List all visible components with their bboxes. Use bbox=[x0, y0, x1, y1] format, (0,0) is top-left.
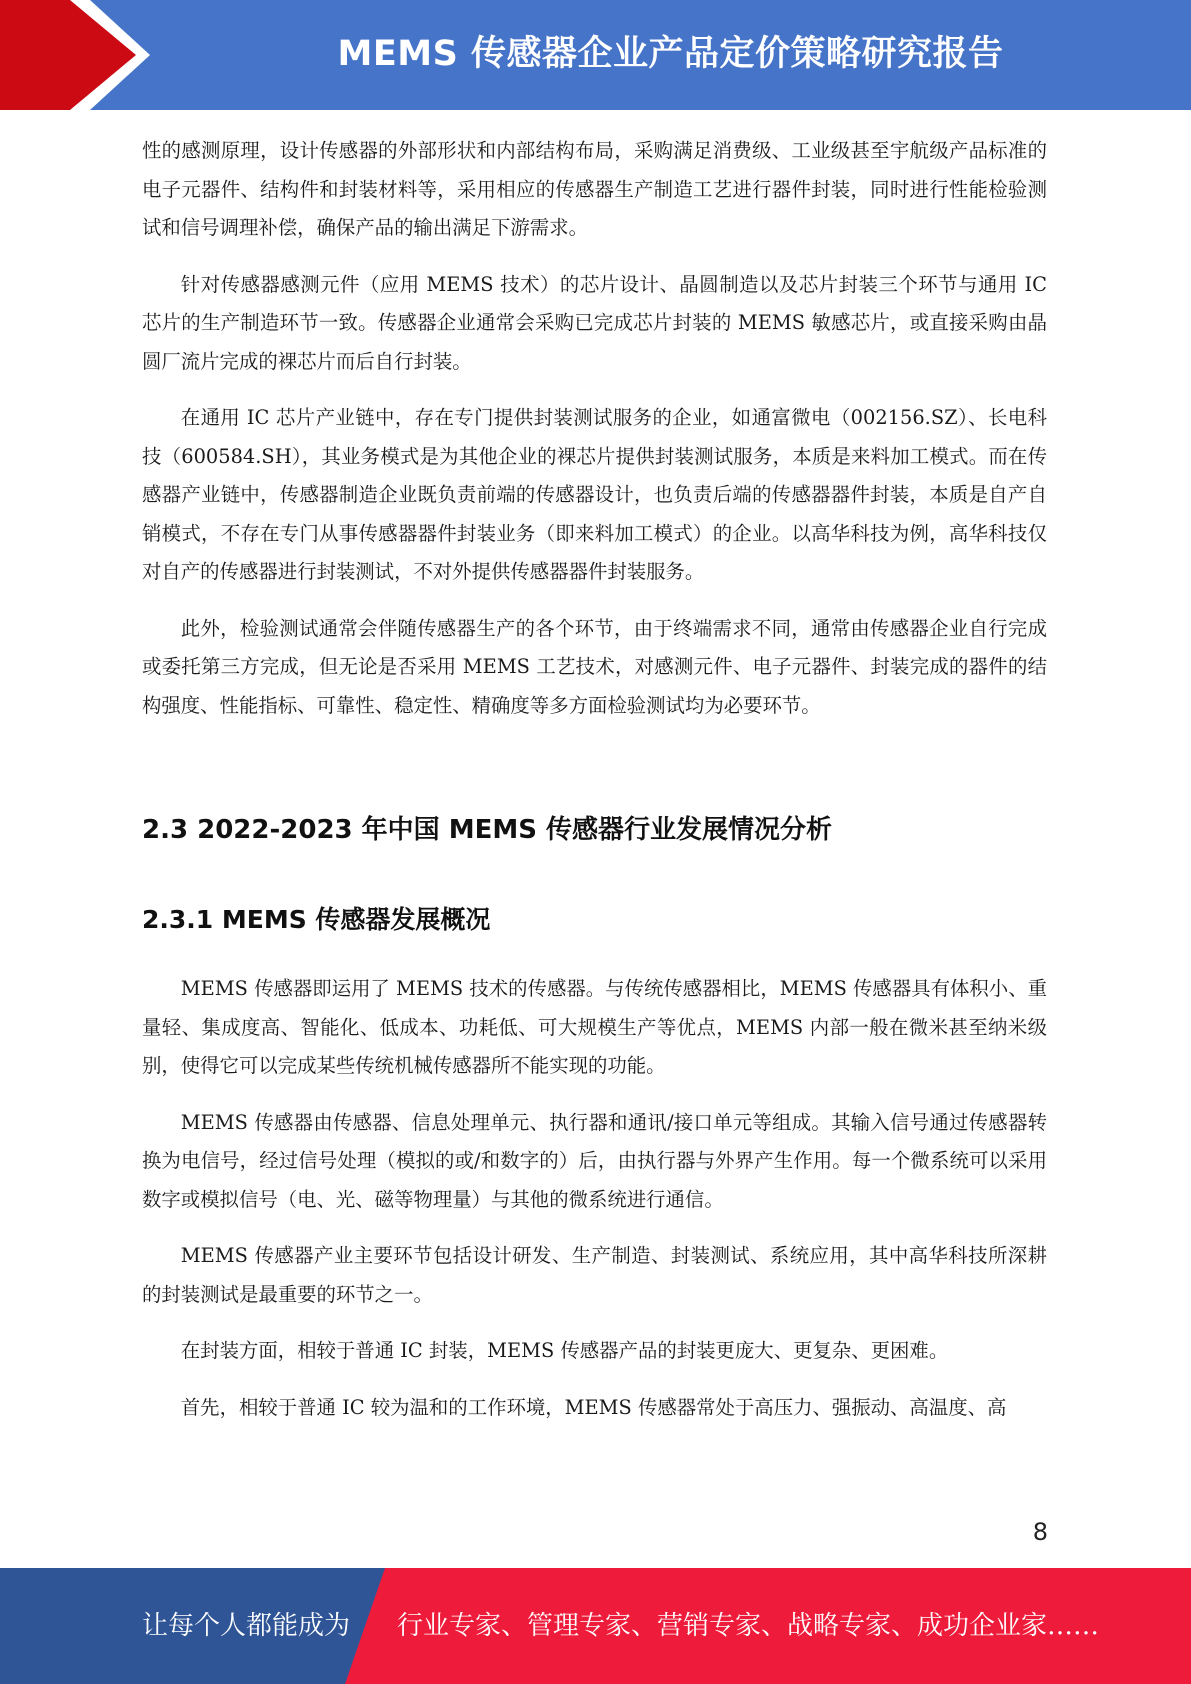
footer-slogan-left: 让每个人都能成为 bbox=[142, 1611, 351, 1641]
section-heading: 2.3 2022-2023 年中国 MEMS 传感器行业发展情况分析 bbox=[142, 815, 833, 845]
footer-banner bbox=[0, 1568, 1191, 1684]
header-chevron-arrow bbox=[0, 0, 136, 110]
header-banner bbox=[0, 0, 1191, 110]
paragraph: 此外，检验测试通常会伴随传感器生产的各个环节，由于终端需求不同，通常由传感器企业自行完成或委托第三方完成，但无论是否采用 MEMS 工艺技术，对感测元件、电子元器件、封装完成的器件的结构强度、性能指标、可靠性、稳定性、精确度等多方面检验测试均为必要环节。 bbox=[142, 616, 1047, 717]
paragraph: 在通用 IC 芯片产业链中，存在专门提供封装测试服务的企业，如通富微电（002156.SZ）、长电科技（600584.SH），其业务模式是为其他企业的裸芯片提供封装测试服务，本质是来料加工模式。而在传感器产业链中，传感器制造企业既负责前端的传感器设计，也负责后端的传感器器件封装，本质是自产自销模式，不存在专门从事传感器器件封装业务（即来料加工模式）的企业。以高华科技为例，高华科技仅对自产的传感器进行封装测试，不对外提供传感器器件封装服务。 bbox=[142, 406, 1047, 583]
subsection-heading: 2.3.1 MEMS 传感器发展概况 bbox=[142, 905, 491, 934]
report-title: MEMS 传感器企业产品定价策略研究报告 bbox=[337, 34, 1004, 74]
paragraph: 在封装方面，相较于普通 IC 封装，MEMS 传感器产品的封装更庞大、更复杂、更困难。 bbox=[180, 1339, 949, 1362]
paragraph: MEMS 传感器即运用了 MEMS 技术的传感器。与传统传感器相比，MEMS 传感器具有体积小、重量轻、集成度高、智能化、低成本、功耗低、可大规模生产等优点，MEMS 内部一般在微米甚至纳米级别，使得它可以完成某些传统机械传感器所不能实现的功能。 bbox=[142, 977, 1047, 1077]
paragraph: 性的感测原理，设计传感器的外部形状和内部结构布局，采购满足消费级、工业级甚至宇航级产品标准的电子元器件、结构件和封装材料等，采用相应的传感器生产制造工艺进行器件封装，同时进行性能检验测试和信号调理补偿，确保产品的输出满足下游需求。 bbox=[142, 139, 1047, 239]
paragraph: 针对传感器感测元件（应用 MEMS 技术）的芯片设计、晶圆制造以及芯片封装三个环节与通用 IC 芯片的生产制造环节一致。传感器企业通常会采购已完成芯片封装的 MEMS 敏感芯片，或直接采购由晶圆厂流片完成的裸芯片而后自行封装。 bbox=[142, 272, 1047, 373]
footer-slogan-right: 行业专家、管理专家、营销专家、战略专家、成功企业家…… bbox=[397, 1611, 1100, 1641]
paragraph: 首先，相较于普通 IC 较为温和的工作环境，MEMS 传感器常处于高压力、强振动、高温度、高 bbox=[180, 1395, 1007, 1419]
paragraph: MEMS 传感器由传感器、信息处理单元、执行器和通讯/接口单元等组成。其输入信号通过传感器转换为电信号，经过信号处理（模拟的或/和数字的）后，由执行器与外界产生作用。每一个微系统可以采用数字或模拟信号（电、光、磁等物理量）与其他的微系统进行通信。 bbox=[142, 1110, 1047, 1211]
document-body bbox=[142, 132, 1047, 1427]
page-number: 8 bbox=[1032, 1518, 1048, 1546]
paragraph: MEMS 传感器产业主要环节包括设计研发、生产制造、封装测试、系统应用，其中高华科技所深耕的封装测试是最重要的环节之一。 bbox=[142, 1244, 1047, 1306]
